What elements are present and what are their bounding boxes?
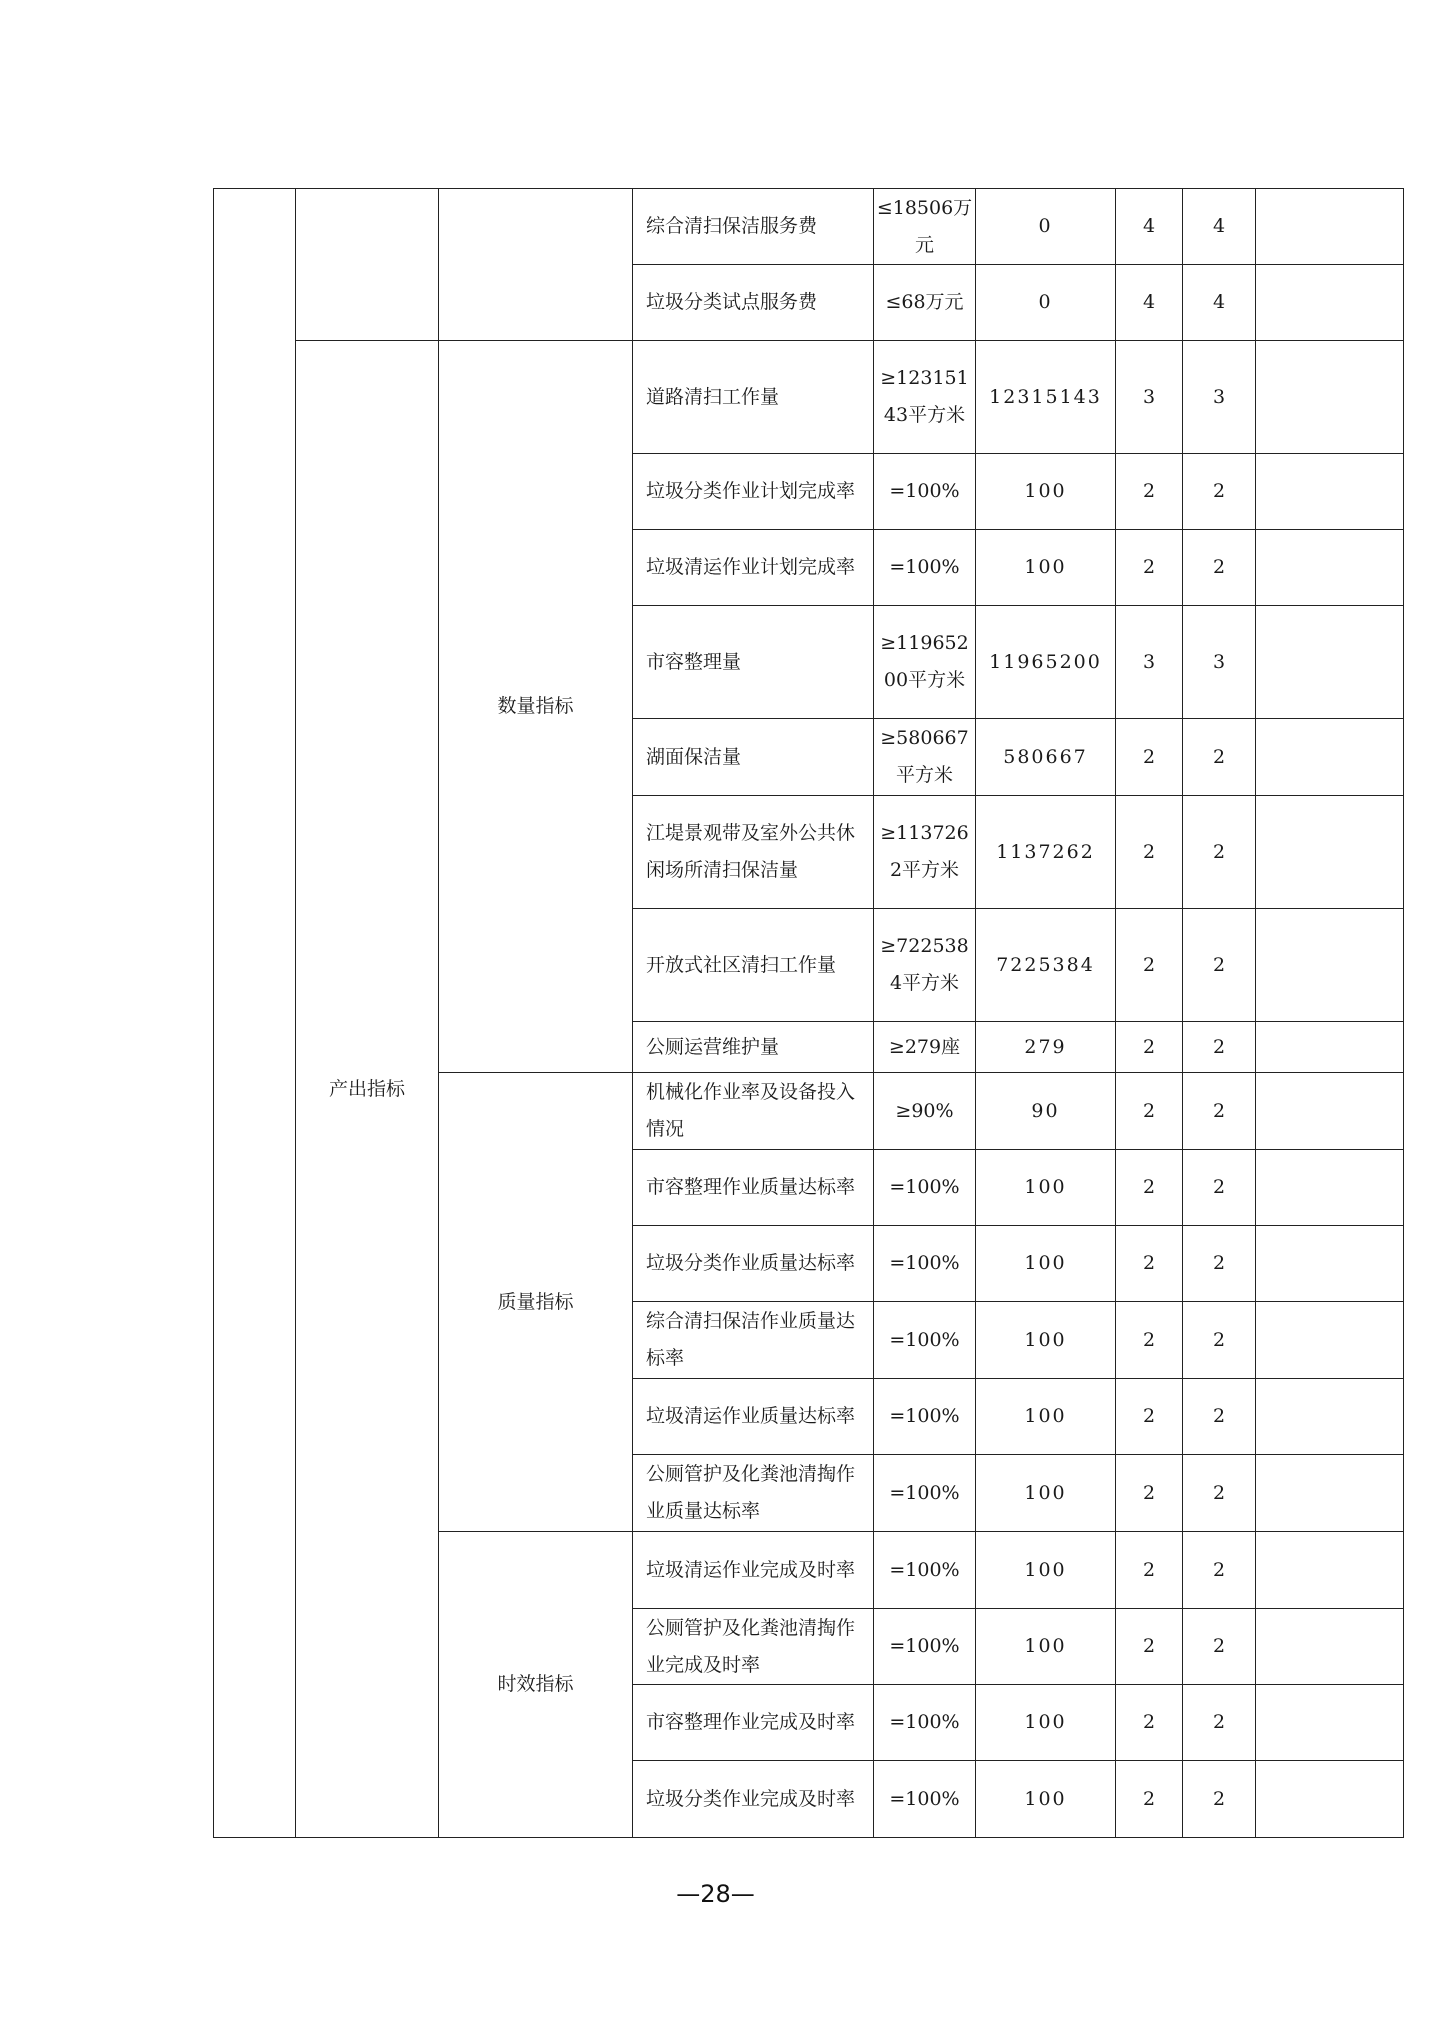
remark-cell <box>1256 719 1404 796</box>
score-cell: 2 <box>1183 1455 1256 1532</box>
indicator-name-cell: 垃圾清运作业质量达标率 <box>633 1379 874 1455</box>
indicator-name-cell: 道路清扫工作量 <box>633 341 874 454</box>
target-value-cell: ≥11965200平方米 <box>874 606 976 719</box>
actual-value-cell: 0 <box>976 265 1116 341</box>
indicator-name-cell: 垃圾清运作业计划完成率 <box>633 530 874 606</box>
target-value-cell: ≥7225384平方米 <box>874 909 976 1022</box>
target-value-cell: =100% <box>874 1150 976 1226</box>
score-cell: 2 <box>1183 1609 1256 1685</box>
indicator-name-cell: 公厕管护及化粪池清掏作业完成及时率 <box>633 1609 874 1685</box>
target-value-cell: ≤68万元 <box>874 265 976 341</box>
remark-cell <box>1256 796 1404 909</box>
weight-cell: 3 <box>1116 606 1183 719</box>
weight-cell: 2 <box>1116 796 1183 909</box>
weight-cell: 2 <box>1116 530 1183 606</box>
second-level-indicator-cell <box>296 189 439 341</box>
weight-cell: 2 <box>1116 1379 1183 1455</box>
target-value-cell: ≥279座 <box>874 1022 976 1073</box>
actual-value-cell: 100 <box>976 530 1116 606</box>
remark-cell <box>1256 1455 1404 1532</box>
actual-value-cell: 100 <box>976 1226 1116 1302</box>
table-row <box>214 341 1404 454</box>
target-value-cell: ≥90% <box>874 1073 976 1150</box>
indicator-name-cell: 公厕管护及化粪池清掏作业质量达标率 <box>633 1455 874 1532</box>
actual-value-cell: 100 <box>976 454 1116 530</box>
page-number: —28— <box>676 1880 755 1908</box>
weight-cell: 2 <box>1116 719 1183 796</box>
indicator-name-cell: 开放式社区清扫工作量 <box>633 909 874 1022</box>
weight-cell: 2 <box>1116 1022 1183 1073</box>
remark-cell <box>1256 1226 1404 1302</box>
target-value-cell: =100% <box>874 1761 976 1838</box>
score-cell: 2 <box>1183 796 1256 909</box>
remark-cell <box>1256 1379 1404 1455</box>
performance-table <box>213 188 1404 1838</box>
remark-cell <box>1256 1685 1404 1761</box>
indicator-name-cell: 垃圾清运作业完成及时率 <box>633 1532 874 1609</box>
target-value-cell: =100% <box>874 1226 976 1302</box>
actual-value-cell: 100 <box>976 1761 1116 1838</box>
indicator-name-cell: 机械化作业率及设备投入情况 <box>633 1073 874 1150</box>
score-cell: 2 <box>1183 454 1256 530</box>
weight-cell: 2 <box>1116 1302 1183 1379</box>
score-cell: 2 <box>1183 1379 1256 1455</box>
score-cell: 4 <box>1183 189 1256 265</box>
actual-value-cell: 0 <box>976 189 1116 265</box>
actual-value-cell: 580667 <box>976 719 1116 796</box>
actual-value-cell: 279 <box>976 1022 1116 1073</box>
weight-cell: 2 <box>1116 1609 1183 1685</box>
target-value-cell: =100% <box>874 1532 976 1609</box>
weight-cell: 2 <box>1116 1226 1183 1302</box>
weight-cell: 2 <box>1116 1455 1183 1532</box>
target-value-cell: =100% <box>874 530 976 606</box>
weight-cell: 2 <box>1116 454 1183 530</box>
indicator-type-cell: 时效指标 <box>439 1532 633 1838</box>
remark-cell <box>1256 530 1404 606</box>
indicator-name-cell: 综合清扫保洁服务费 <box>633 189 874 265</box>
indicator-name-cell: 市容整理作业质量达标率 <box>633 1150 874 1226</box>
actual-value-cell: 100 <box>976 1532 1116 1609</box>
indicator-type-cell: 质量指标 <box>439 1073 633 1532</box>
score-cell: 3 <box>1183 341 1256 454</box>
weight-cell: 2 <box>1116 1532 1183 1609</box>
actual-value-cell: 100 <box>976 1150 1116 1226</box>
actual-value-cell: 11965200 <box>976 606 1116 719</box>
weight-cell: 2 <box>1116 909 1183 1022</box>
weight-cell: 2 <box>1116 1685 1183 1761</box>
remark-cell <box>1256 1073 1404 1150</box>
weight-cell: 4 <box>1116 265 1183 341</box>
target-value-cell: =100% <box>874 1455 976 1532</box>
remark-cell <box>1256 1532 1404 1609</box>
remark-cell <box>1256 909 1404 1022</box>
actual-value-cell: 100 <box>976 1685 1116 1761</box>
indicator-name-cell: 垃圾分类作业质量达标率 <box>633 1226 874 1302</box>
indicator-type-cell <box>439 189 633 341</box>
score-cell: 2 <box>1183 1302 1256 1379</box>
table-row <box>214 189 1404 265</box>
weight-cell: 2 <box>1116 1761 1183 1838</box>
score-cell: 2 <box>1183 530 1256 606</box>
remark-cell <box>1256 265 1404 341</box>
target-value-cell: ≥1137262平方米 <box>874 796 976 909</box>
remark-cell <box>1256 1609 1404 1685</box>
remark-cell <box>1256 1761 1404 1838</box>
remark-cell <box>1256 1022 1404 1073</box>
score-cell: 2 <box>1183 1685 1256 1761</box>
target-value-cell: =100% <box>874 1302 976 1379</box>
indicator-type-cell: 数量指标 <box>439 341 633 1073</box>
score-cell: 4 <box>1183 265 1256 341</box>
first-level-indicator-cell <box>214 189 296 1838</box>
weight-cell: 4 <box>1116 189 1183 265</box>
actual-value-cell: 100 <box>976 1302 1116 1379</box>
target-value-cell: ≤18506万元 <box>874 189 976 265</box>
actual-value-cell: 12315143 <box>976 341 1116 454</box>
indicator-name-cell: 综合清扫保洁作业质量达标率 <box>633 1302 874 1379</box>
actual-value-cell: 100 <box>976 1379 1116 1455</box>
indicator-name-cell: 垃圾分类试点服务费 <box>633 265 874 341</box>
indicator-name-cell: 垃圾分类作业计划完成率 <box>633 454 874 530</box>
score-cell: 2 <box>1183 909 1256 1022</box>
indicator-name-cell: 市容整理作业完成及时率 <box>633 1685 874 1761</box>
indicator-name-cell: 垃圾分类作业完成及时率 <box>633 1761 874 1838</box>
indicator-name-cell: 市容整理量 <box>633 606 874 719</box>
actual-value-cell: 1137262 <box>976 796 1116 909</box>
score-cell: 2 <box>1183 1532 1256 1609</box>
weight-cell: 3 <box>1116 341 1183 454</box>
actual-value-cell: 100 <box>976 1455 1116 1532</box>
target-value-cell: =100% <box>874 1379 976 1455</box>
target-value-cell: ≥12315143平方米 <box>874 341 976 454</box>
score-cell: 3 <box>1183 606 1256 719</box>
target-value-cell: =100% <box>874 1609 976 1685</box>
actual-value-cell: 7225384 <box>976 909 1116 1022</box>
remark-cell <box>1256 189 1404 265</box>
score-cell: 2 <box>1183 1073 1256 1150</box>
indicator-name-cell: 湖面保洁量 <box>633 719 874 796</box>
target-value-cell: =100% <box>874 1685 976 1761</box>
remark-cell <box>1256 1150 1404 1226</box>
remark-cell <box>1256 606 1404 719</box>
actual-value-cell: 90 <box>976 1073 1116 1150</box>
target-value-cell: =100% <box>874 454 976 530</box>
category-output-indicator: 产出指标 <box>296 341 439 1838</box>
actual-value-cell: 100 <box>976 1609 1116 1685</box>
score-cell: 2 <box>1183 1150 1256 1226</box>
score-cell: 2 <box>1183 719 1256 796</box>
weight-cell: 2 <box>1116 1150 1183 1226</box>
weight-cell: 2 <box>1116 1073 1183 1150</box>
score-cell: 2 <box>1183 1761 1256 1838</box>
remark-cell <box>1256 341 1404 454</box>
score-cell: 2 <box>1183 1022 1256 1073</box>
remark-cell <box>1256 454 1404 530</box>
indicator-name-cell: 公厕运营维护量 <box>633 1022 874 1073</box>
remark-cell <box>1256 1302 1404 1379</box>
indicator-name-cell: 江堤景观带及室外公共休闲场所清扫保洁量 <box>633 796 874 909</box>
score-cell: 2 <box>1183 1226 1256 1302</box>
target-value-cell: ≥580667平方米 <box>874 719 976 796</box>
